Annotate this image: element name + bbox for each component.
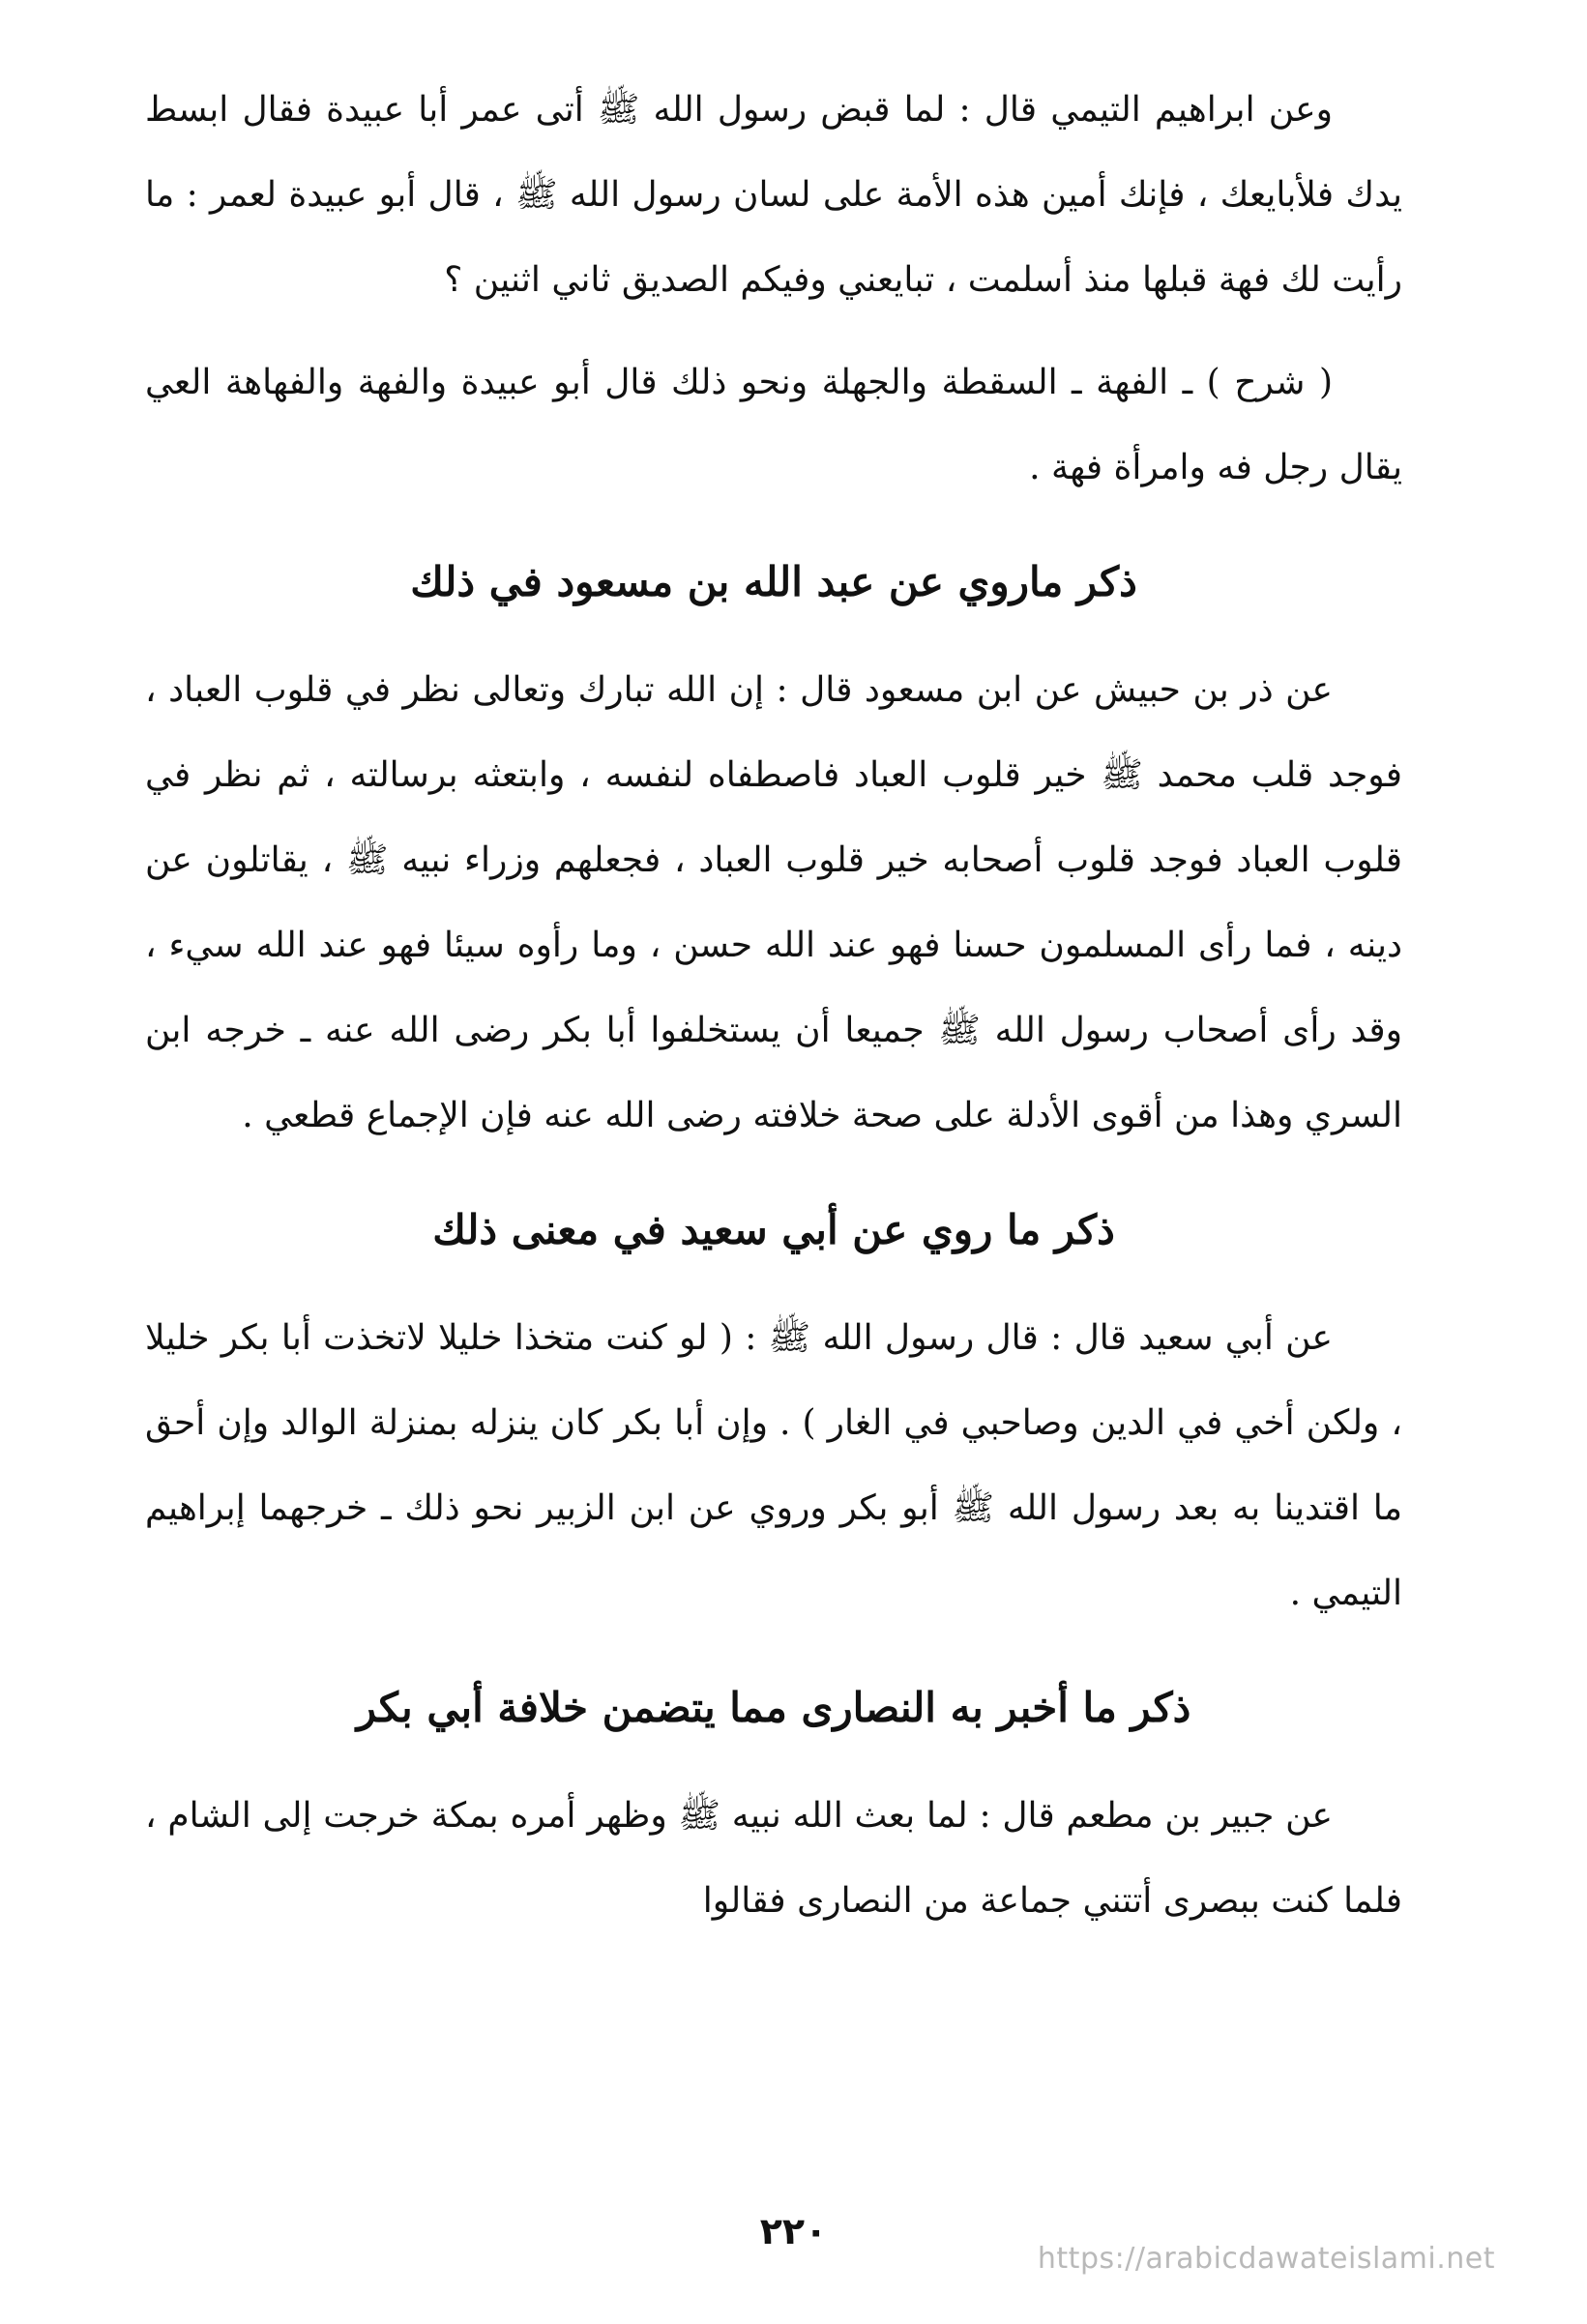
section-heading-abu-said: ذكر ما روي عن أبي سعيد في معنى ذلك <box>432 1206 1115 1253</box>
section-heading-ibn-masud: ذكر ماروي عن عبد الله بن مسعود في ذلك <box>410 558 1137 605</box>
paragraph-abu-said: عن أبي سعيد قال : قال رسول الله ﷺ : ( لو كنت متخذا خليلا لاتخذت أبا بكر خليلا ، ولكن أخي في الدين وصاحبي في الغار ) . وإن أبا بكر كان ينزله بمنزلة الوالد وإن أحق ما اقتدينا به بعد رسول الله ﷺ أبو بكر وروي عن ابن الزبير نحو ذلك ـ خرجهما إبراهيم التيمي . <box>145 1318 1402 1613</box>
paragraph-ibrahim-taymi: وعن ابراهيم التيمي قال : لما قبض رسول الله ﷺ أتى عمر أبا عبيدة فقال ابسط يدك فلأبايعك ، فإنك أمين هذه الأمة على لسان رسول الله ﷺ ، قال أبو عبيدة لعمر : ما رأيت لك فهة قبلها منذ أسلمت ، تبايعني وفيكم الصديق ثاني اثنين ؟ <box>145 90 1402 300</box>
paragraph-ibn-masud: عن ذر بن حبيش عن ابن مسعود قال : إن الله تبارك وتعالى نظر في قلوب العباد ، فوجد قلب محمد ﷺ خير قلوب العباد فاصطفاه لنفسه ، وابتعثه برسالته ، ثم نظر في قلوب العباد فوجد قلوب أصحابه خير قلوب العباد ، فجعلهم وزراء نبيه ﷺ ، يقاتلون عن دينه ، فما رأى المسلمون حسنا فهو عند الله حسن ، وما رأوه سيئا فهو عند الله سيء ، وقد رأى أصحاب رسول الله ﷺ جميعا أن يستخلفوا أبا بكر رضى الله عنه ـ خرجه ابن السري وهذا من أقوى الأدلة على صحة خلافته رضى الله عنه فإن الإجماع قطعي . <box>145 670 1403 1135</box>
website-watermark: https://arabicdawateislami.net <box>1037 2242 1495 2276</box>
paragraph-jubayr-mutim: عن جبير بن مطعم قال : لما بعث الله نبيه ﷺ وظهر أمره بمكة خرجت إلى الشام ، فلما كنت ببصرى أتتني جماعة من النصارى فقالوا <box>145 1796 1402 1921</box>
page-number: ٢٢٠ <box>759 2210 828 2252</box>
paragraph-gap <box>145 323 1402 340</box>
paragraph-sharh-explanation: ( شرح ) ـ الفهة ـ السقطة والجهلة ونحو ذلك قال أبو عبيدة والفهة والفهاهة العي يقال رجل فه وامرأة فهة . <box>145 363 1402 487</box>
page-body <box>145 68 1402 1944</box>
section-heading-nasara: ذكر ما أخبر به النصارى مما يتضمن خلافة أبي بكر <box>356 1684 1191 1731</box>
